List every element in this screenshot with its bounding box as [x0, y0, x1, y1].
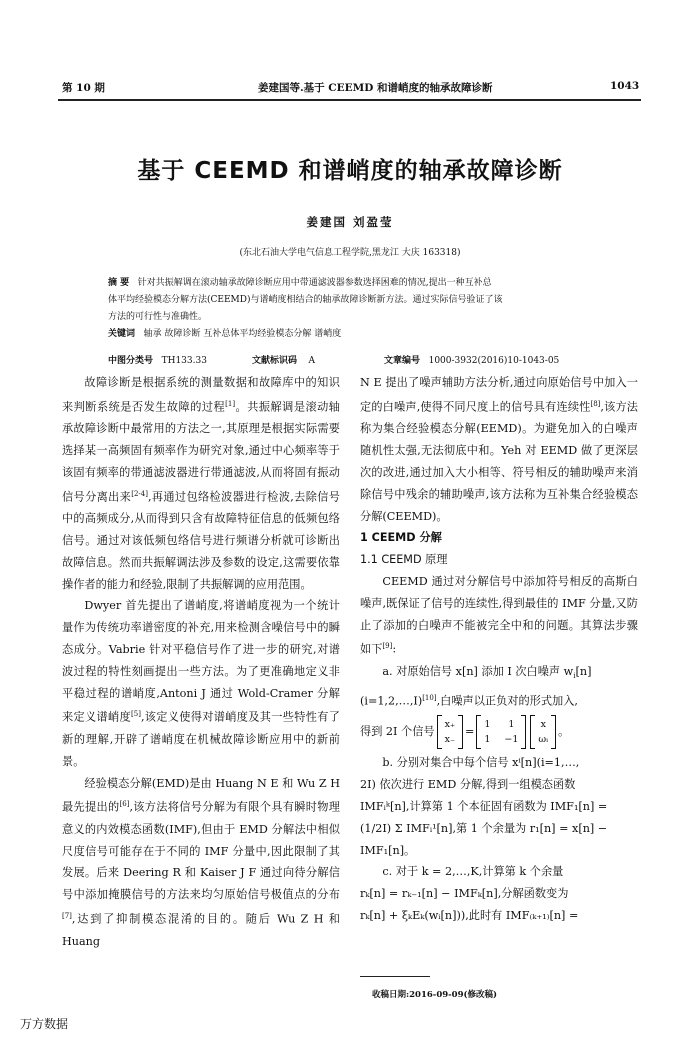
abstract-text-1: 针对共振解调在滚动轴承故障诊断应用中带通滤波器参数选择困难的情况,提出一种互补总: [137, 278, 492, 288]
clc-number: 中图分类号 TH133.33: [108, 356, 207, 366]
keywords-line: [108, 326, 588, 343]
article-number: 文章编号 1000-3932(2016)10-1043-05: [384, 356, 560, 366]
document-code: 文献标识码 A: [252, 356, 315, 366]
right-column: [360, 372, 638, 927]
step-b-2: 2I) 依次进行 EMD 分解,得到一组模态函数: [360, 778, 576, 792]
matrix-equation: 得到 2I 个信号 x₊ x₋ = 1 1 1 −1 x ωᵢ 。: [360, 712, 638, 752]
left-column: [62, 372, 340, 952]
input-vector: x ωᵢ: [530, 715, 556, 749]
source-watermark: 万方数据: [20, 1017, 69, 1031]
paper-title: 基于 CEEMD 和谱峭度的轴承故障诊断: [137, 158, 563, 184]
signal-vector: x₊ x₋: [437, 715, 463, 749]
step-c-2: rₖ[n] = rₖ₋₁[n] − IMFₖ[n],分解函数变为: [360, 887, 569, 901]
step-b-3: IMFᵢᵏ[n],计算第 1 个本征固有函数为 IMF₁[n] =: [360, 799, 608, 813]
keywords-label: 关键词: [108, 329, 136, 339]
subsection-heading-1-1: 1.1 CEEMD 原理: [360, 553, 448, 567]
coefficient-matrix: 1 1 1 −1: [476, 715, 526, 749]
journal-issue: 第 10 期: [62, 82, 105, 94]
page-number: 1043: [610, 80, 640, 92]
step-c-1: c. 对于 k = 2,…,K,计算第 k 个余量: [382, 865, 564, 879]
method-paragraph: CEEMD 通过对分解信号中添加符号相反的高斯白噪声,既保证了信号的连续性,得到最佳的 IMF 分量,又防止了添加的白噪声不能被完全中和的问题。其算法步骤如下[9]:: [360, 574, 638, 657]
abstract-text-2: 体平均经验模态分解方法(CEEMD)与谱峭度相结合的轴承故障诊断新方法。通过实际信号验证了该: [108, 295, 503, 305]
intro-paragraph-1: 故障诊断是根据系统的测量数据和故障库中的知识来判断系统是否发生故障的过程[1]。共振解调是滚动轴承故障诊断中最常用的方法之一,其原理是根据实际需要选择某一高频固有频率作为研究对象,通过中心频率等于该固有频率的带通滤波器进行带通滤波,从而将固有振动信号分离出来[2-4],再通过包络检波器进行检波,去除信号中的高频成分,从而得到只含有故障特征信息的低频包络信号。通过对该低频包络信号进行频谱分析就可诊断出故障信息。然而共振解调法涉及参数的设定,这需要依靠操作者的能力和经验,限制了共振解调的应用范围。: [62, 376, 340, 591]
section-heading-1: 1 CEEMD 分解: [360, 531, 442, 545]
running-title: 姜建国等.基于 CEEMD 和谱峭度的轴承故障诊断: [258, 82, 493, 94]
step-b-4: (1/2I) Σ IMFᵢ¹[n],第 1 个余量为 r₁[n] = x[n] −: [360, 821, 608, 835]
abstract-line-1: [108, 275, 588, 292]
abstract: [108, 275, 588, 343]
step-c-3: rₖ[n] + ξₖEₖ(wᵢ[n])),此时有 IMF₍ₖ₊₁₎[n] =: [360, 908, 579, 922]
footnote-rule: [360, 976, 430, 977]
authors: 姜建国 刘盈莹: [306, 215, 394, 229]
header-rule: [58, 99, 641, 101]
abstract-text-3: 方法的可行性与准确性。: [108, 312, 208, 322]
received-date: 收稿日期:2016-09-09(修改稿): [372, 990, 498, 1000]
step-b-5: IMF₁[n]。: [360, 843, 416, 857]
step-b-1: b. 分别对集合中每个信号 xⁱ[n](i=1,…,: [382, 756, 580, 770]
intro-paragraph-2: Dwyer 首先提出了谱峭度,将谱峭度视为一个统计量作为传统功率谱密度的补充,用来检测含噪信号中的瞬态成分。Vabrie 针对平稳信号作了进一步的研究,对谱波过程的特性刻画提出一些方法。为了更准确地定义非平稳过程的谱峭度,Antoni J 通过 Wold-Cramer 分解来定义谱峭度[5],该定义使得对谱峭度及其一些特性有了新的理解,开辟了谱峭度在机械故障诊断应用中的新前景。: [62, 599, 340, 768]
intro-paragraph-3: 经验模态分解(EMD)是由 Huang N E 和 Wu Z H 最先提出的[6],该方法将信号分解为有限个具有瞬时物理意义的内效模态函数(IMF),但由于 EMD 分解法中相似尺度信号可能存在于不同的 IMF 分量中,因此限制了其发展。后来 Deering R 和 Kaiser J F 通过向待分解信号中添加掩膜信号的方法来均匀原始信号极值点的分布[7],达到了抑制模态混淆的目的。随后 Wu Z H 和 Huang: [62, 776, 340, 948]
step-a: a. 对原始信号 x[n] 添加 I 次白噪声 $w_i[n]$: [382, 664, 592, 681]
step-a-cont: (i=1,2,…,I)[10],白噪声以正负对的形式加入,: [360, 693, 578, 708]
intro-paragraph-4: N E 提出了噪声辅助方法分析,通过向原始信号中加入一定的白噪声,使得不同尺度上的信号具有连续性[8],该方法称为集合经验模态分解(EEMD)。为避免加入的白噪声随机性太强,无法彻底中和。Yeh 对 EEMD 做了更深层次的改进,通过加入大小相等、符号相反的辅助噪声来消除信号中残余的辅助噪声,该方法称为互补集合经验模态分解(CEEMD)。: [360, 376, 638, 523]
abstract-label: 摘 要: [108, 278, 130, 288]
keywords-text: 轴承 故障诊断 互补总体平均经验模态分解 谱峭度: [143, 329, 342, 339]
affiliation: (东北石油大学电气信息工程学院,黑龙江 大庆 163318): [239, 248, 461, 258]
